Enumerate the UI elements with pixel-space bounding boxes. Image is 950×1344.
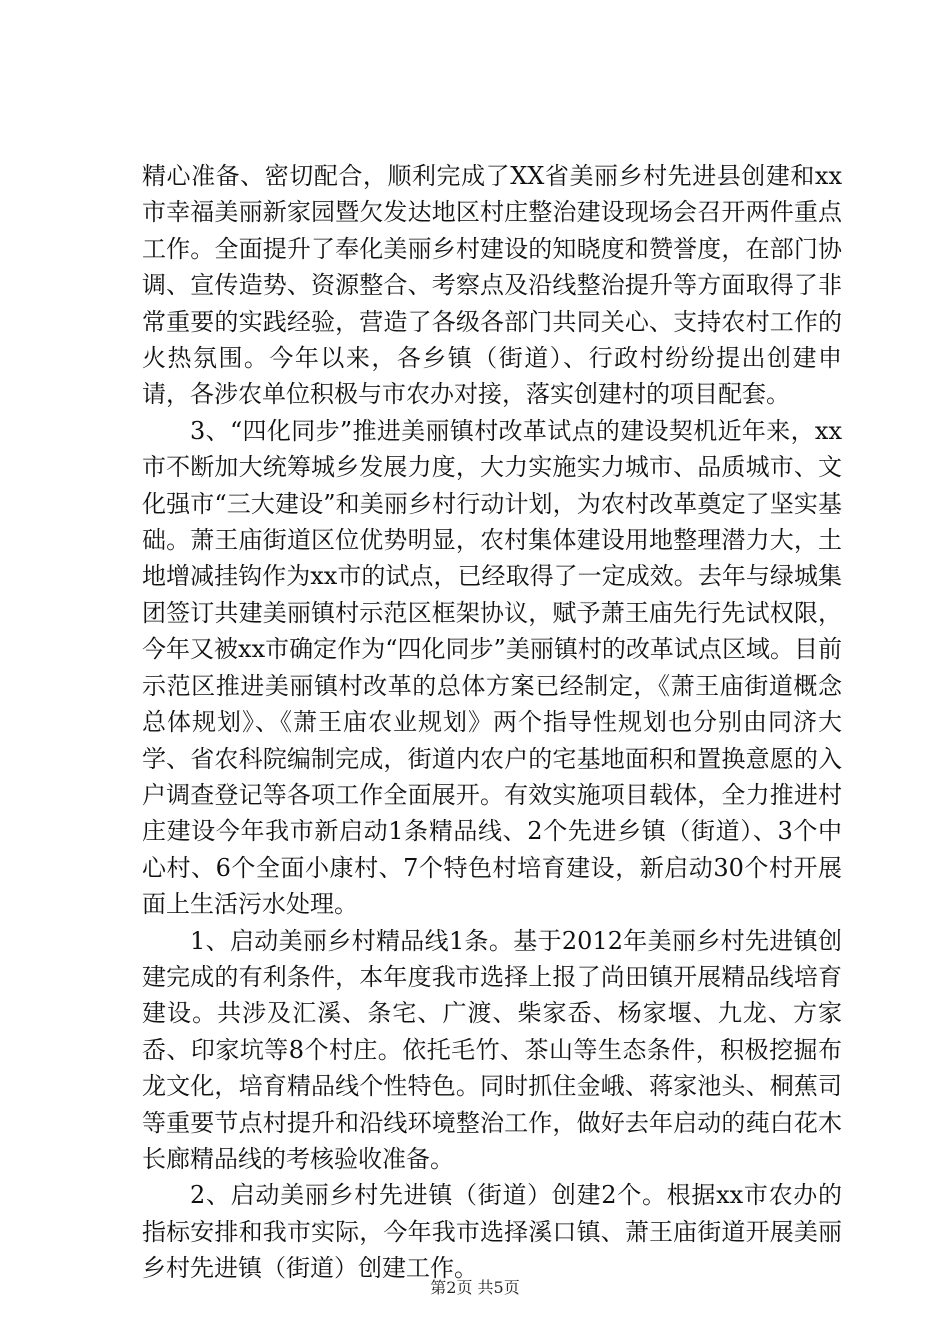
paragraph-2: 3、“四化同步”推进美丽镇村改革试点的建设契机近年来，xx市不断加大统筹城乡发展力度，大力实施实力城市、品质城市、文化强市“三大建设”和美丽乡村行动计划，为农村改革奠定了坚实基础。萧王庙街道区位优势明显，农村集体建设用地整理潜力大，土地增减挂钩作为xx市的试点，已经取得了一定成效。去年与绿城集团签订共建美丽镇村示范区框架协议，赋予萧王庙先行先试权限，今年又被xx市确定作为“四化同步”美丽镇村的改革试点区域。目前示范区推进美丽镇村改革的总体方案已经制定，《萧王庙街道概念总体规划》、《萧王庙农业规划》两个指导性规划也分别由同济大学、省农科院编制完成，街道内农户的宅基地面积和置换意愿的入户调查登记等各项工作全面展开。有效实施项目载体，全力推进村庄建设今年我市新启动1条精品线、2个先进乡镇（街道）、3个中心村、6个全面小康村、7个特色村培育建设，新启动30个村开展面上生活污水处理。 [142, 416, 842, 919]
paragraph-4: 2、启动美丽乡村先进镇（街道）创建2个。根据xx市农办的指标安排和我市实际，今年我市选择溪口镇、萧王庙街道开展美丽乡村先进镇（街道）创建工作。 [142, 1181, 842, 1283]
paragraph-1: 精心准备、密切配合，顺利完成了XX省美丽乡村先进县创建和xx市幸福美丽新家园暨欠发达地区村庄整治建设现场会召开两件重点工作。全面提升了奉化美丽乡村建设的知晓度和赞誉度，在部门协调、宣传造势、资源整合、考察点及沿线整治提升等方面取得了非常重要的实践经验，营造了各级各部门共同关心、支持农村工作的火热氛围。今年以来，各乡镇（街道）、行政村纷纷提出创建申请，各涉农单位积极与市农办对接，落实创建村的项目配套。 [142, 162, 842, 409]
document-body [142, 158, 842, 1287]
paragraph-3: 1、启动美丽乡村精品线1条。基于2012年美丽乡村先进镇创建完成的有利条件，本年度我市选择上报了尚田镇开展精品线培育建设。共涉及汇溪、条宅、广渡、柴家岙、杨家堰、九龙、方家岙、印家坑等8个村庄。依托毛竹、茶山等生态条件，积极挖掘布龙文化，培育精品线个性特色。同时抓住金峨、蒋家池头、桐蕉司等重要节点村提升和沿线环境整治工作，做好去年启动的莼白花木长廊精品线的考核验收准备。 [142, 926, 842, 1173]
page-number-footer: 第2页 共5页 [430, 1278, 520, 1297]
